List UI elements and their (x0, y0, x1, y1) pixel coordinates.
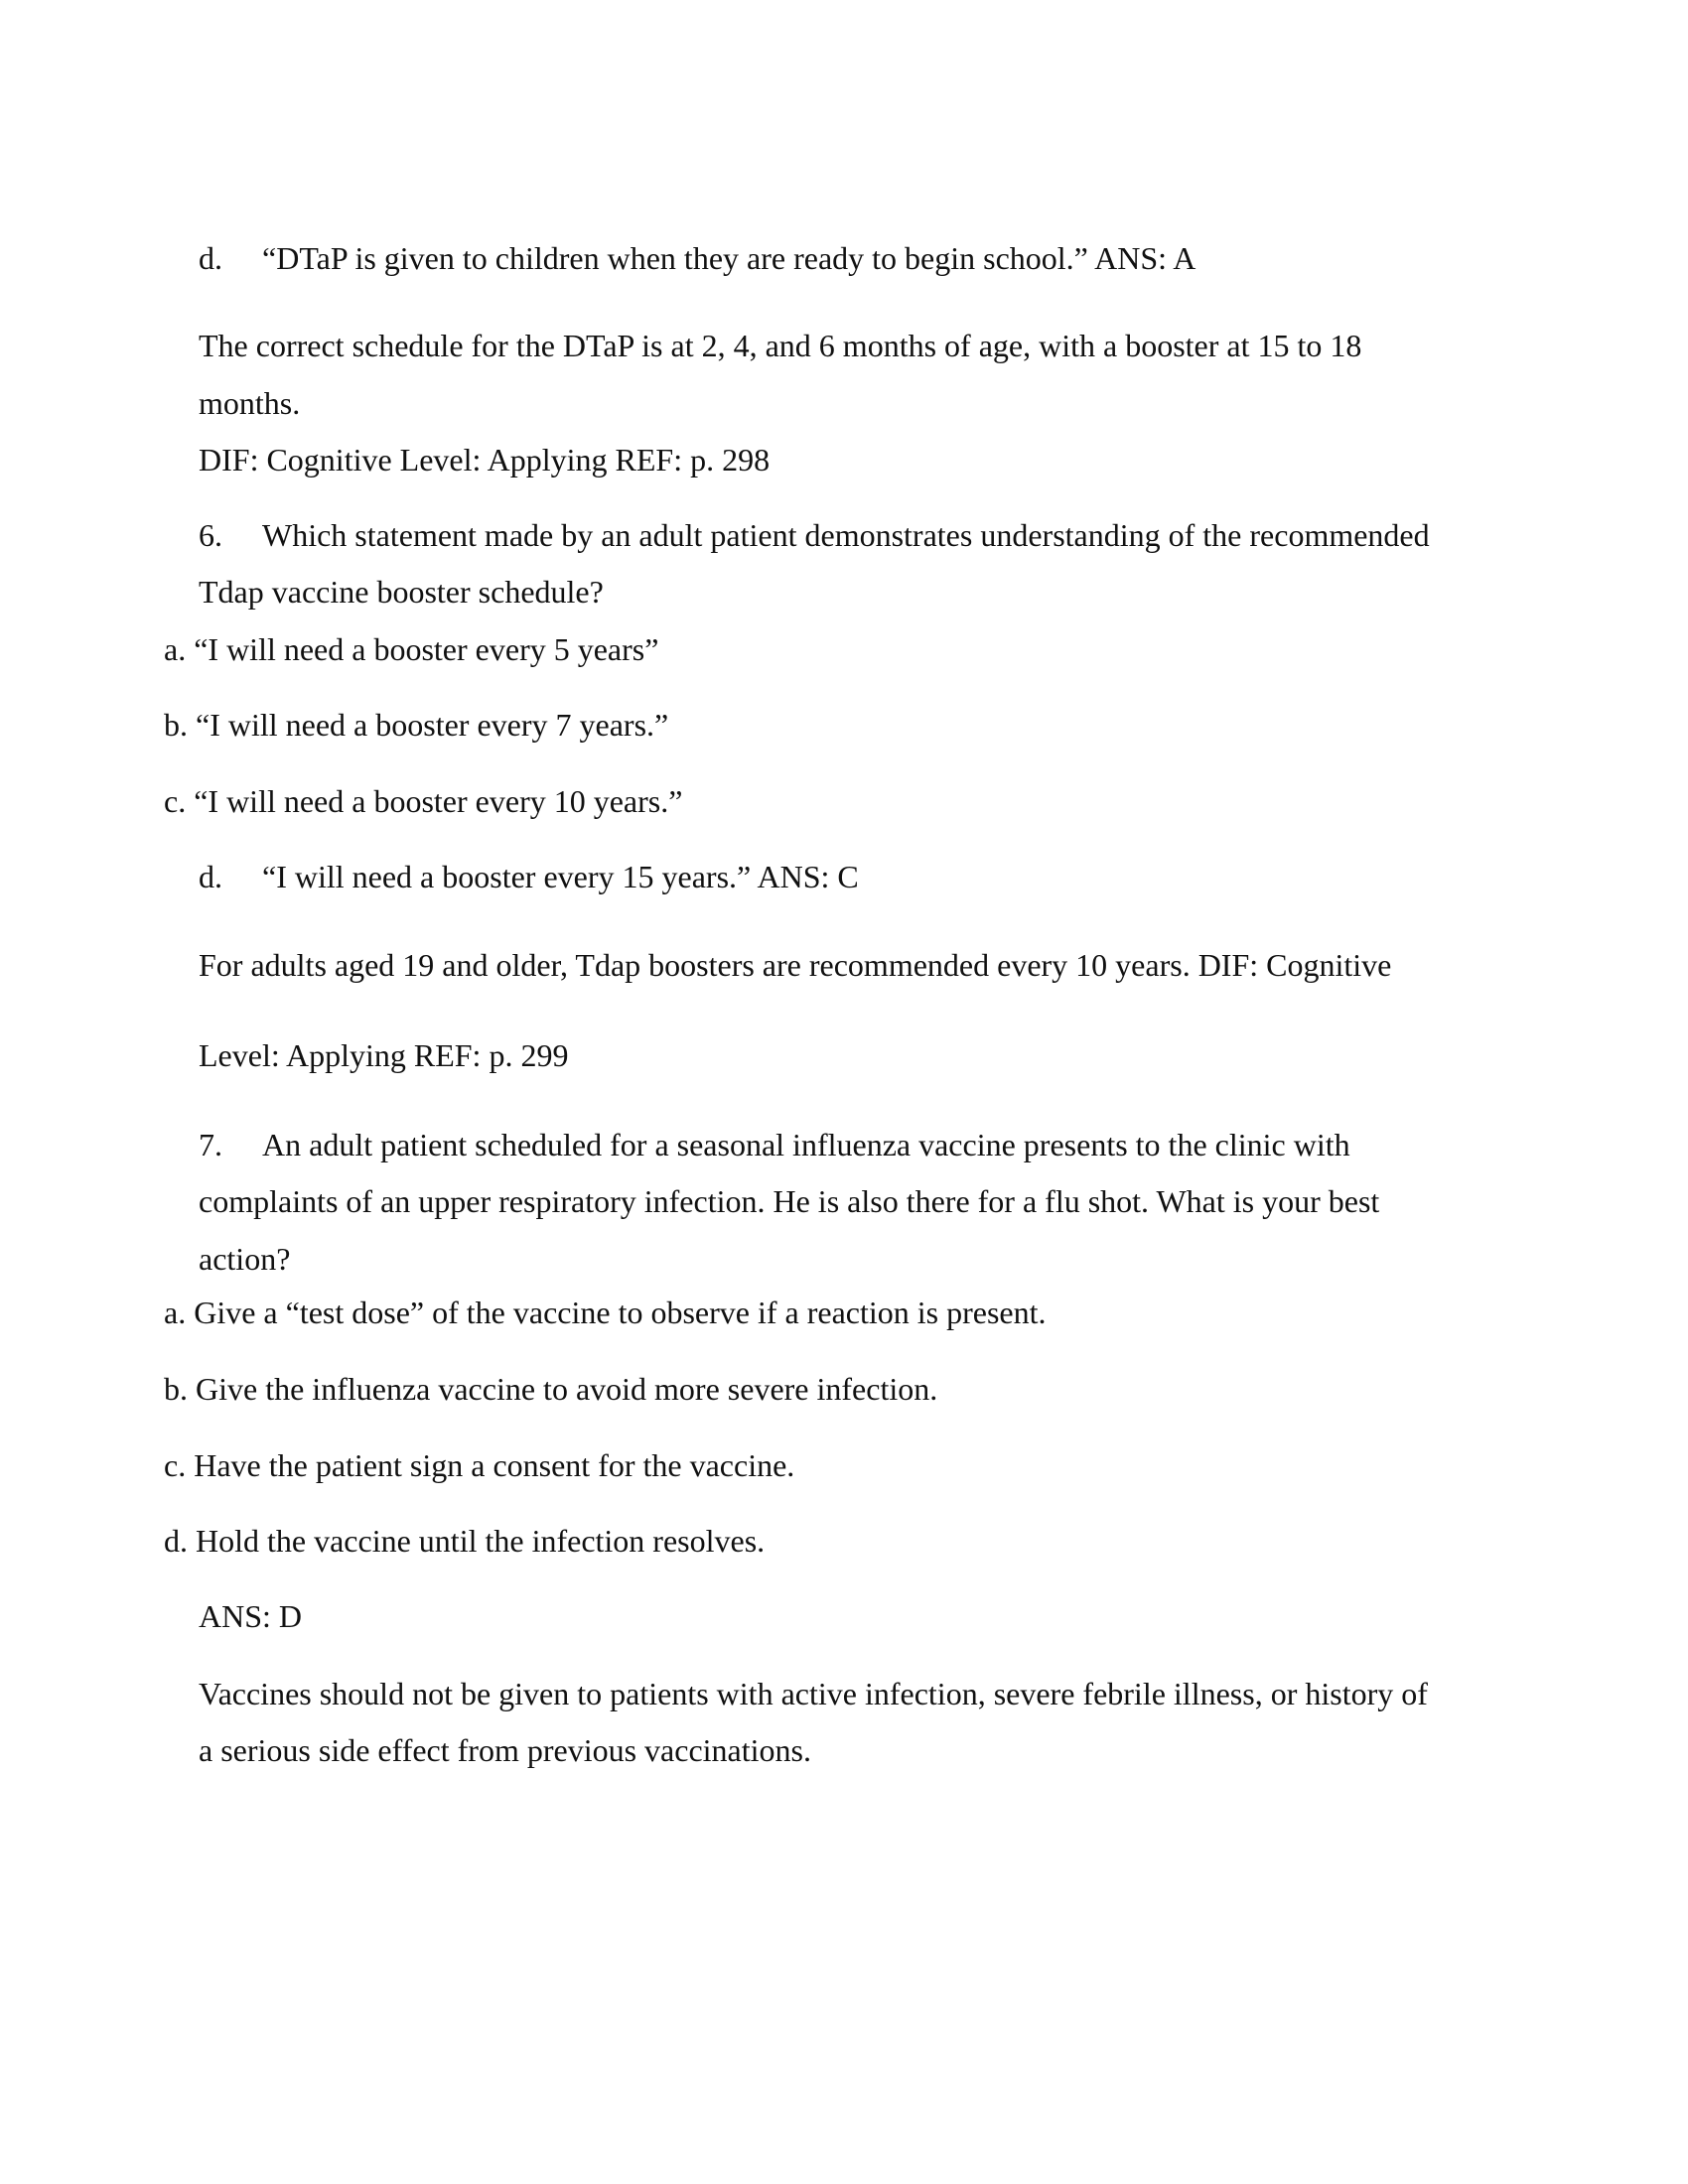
q5-dif-ref: DIF: Cognitive Level: Applying REF: p. 298 (199, 442, 771, 478)
q5-rationale-line-2: months. (199, 385, 301, 421)
q5-option-d-marker: d. (199, 240, 222, 276)
q7-option-b: b. Give the influenza vaccine to avoid more severe infection. (164, 1371, 938, 1407)
q6-rationale-line-1: For adults aged 19 and older, Tdap boosters are recommended every 10 years. DIF: Cognitive (199, 947, 1392, 983)
q7-stem-line-2: complaints of an upper respiratory infection. He is also there for a flu shot. What is your best (199, 1183, 1380, 1219)
q7-option-d: d. Hold the vaccine until the infection resolves. (164, 1523, 766, 1559)
q6-option-a: a. “I will need a booster every 5 years” (164, 631, 659, 667)
q7-stem-text-1: An adult patient scheduled for a seasonal influenza vaccine presents to the clinic with (262, 1127, 1350, 1162)
q5-option-d-text: “DTaP is given to children when they are ready to begin school.” ANS: A (262, 240, 1196, 276)
q6-stem-line-2: Tdap vaccine booster schedule? (199, 574, 604, 610)
q5-option-d (199, 242, 1196, 274)
q6-stem-line-1 (199, 519, 1430, 551)
q6-option-d-text: “I will need a booster every 15 years.” ANS: C (262, 859, 859, 894)
q7-rationale-line-2: a serious side effect from previous vaccinations. (199, 1732, 811, 1768)
q6-option-d-marker: d. (199, 859, 222, 894)
q7-stem-line-1 (199, 1129, 1350, 1160)
q6-rationale-line-2: Level: Applying REF: p. 299 (199, 1037, 569, 1073)
q6-stem-text-1: Which statement made by an adult patient demonstrates understanding of the recommended (262, 517, 1430, 553)
q6-option-d (199, 861, 859, 892)
q7-stem-line-3: action? (199, 1241, 291, 1277)
q7-rationale-line-1: Vaccines should not be given to patients with active infection, severe febrile illness, or history of (199, 1676, 1428, 1711)
q6-option-c: c. “I will need a booster every 10 years.” (164, 783, 683, 819)
q7-option-a: a. Give a “test dose” of the vaccine to observe if a reaction is present. (164, 1295, 1047, 1330)
q6-number: 6. (199, 517, 222, 553)
q7-answer: ANS: D (199, 1598, 303, 1634)
q5-rationale-line-1: The correct schedule for the DTaP is at 2, 4, and 6 months of age, with a booster at 15 to 18 (199, 328, 1362, 363)
q6-option-b: b. “I will need a booster every 7 years.” (164, 707, 669, 743)
q7-option-c: c. Have the patient sign a consent for the vaccine. (164, 1447, 795, 1483)
q7-number: 7. (199, 1127, 222, 1162)
